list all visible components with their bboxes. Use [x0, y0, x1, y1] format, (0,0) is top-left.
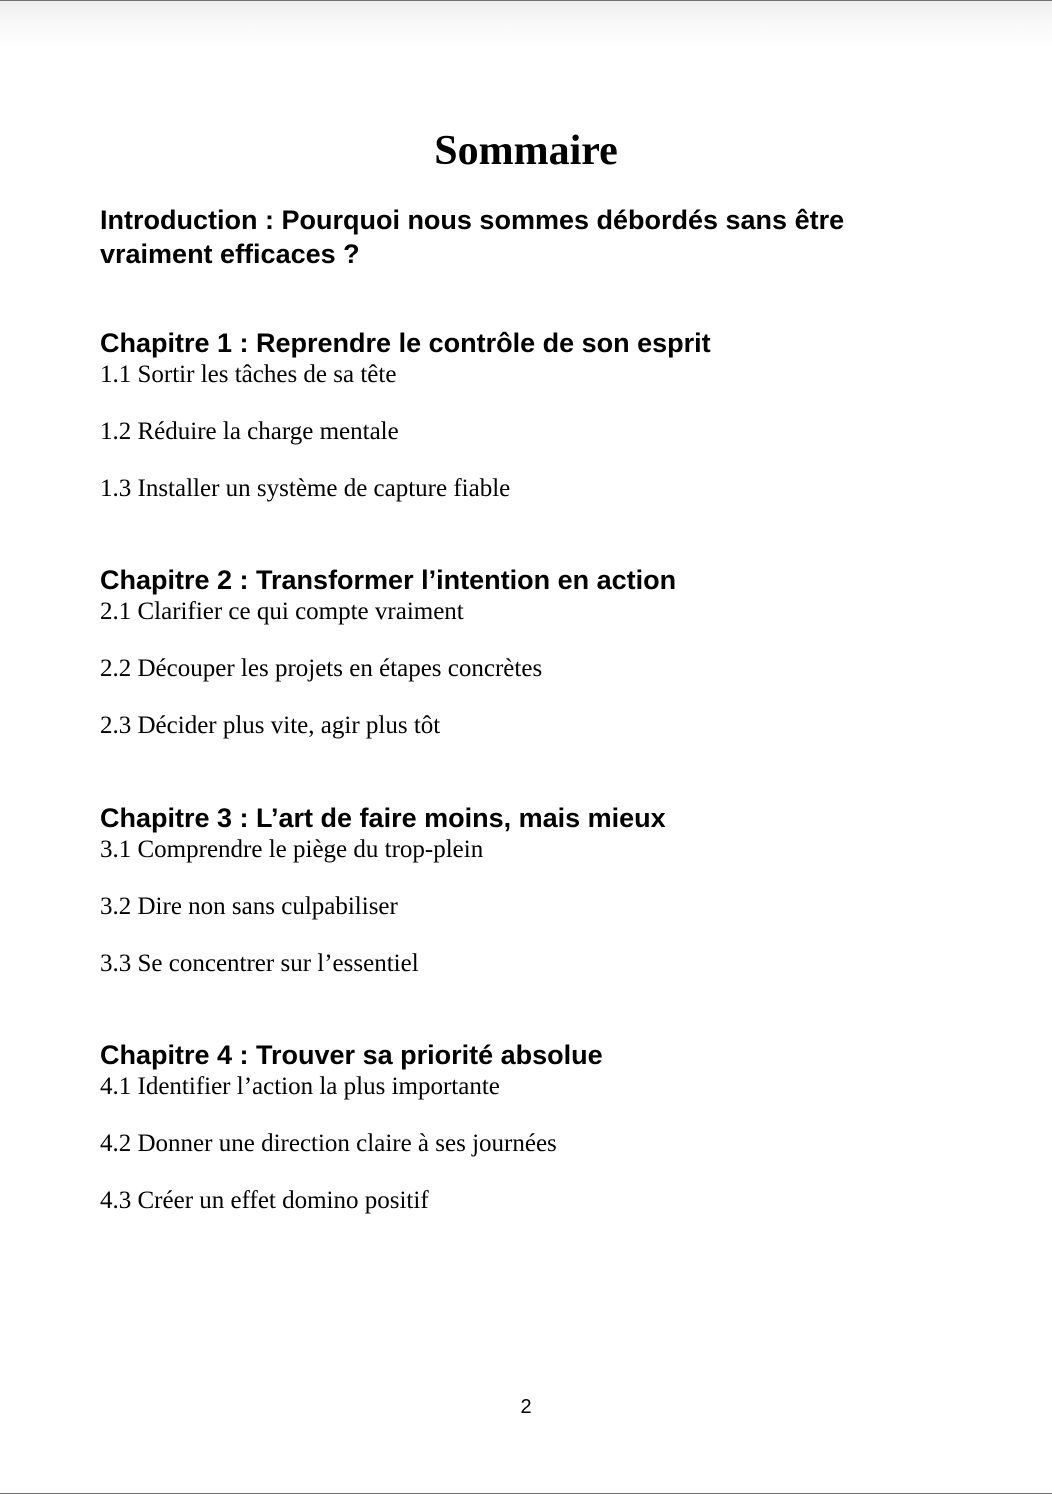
- chapter-4: [100, 1038, 1000, 1216]
- section-entry: 3.1 Comprendre le piège du trop-plein: [100, 836, 484, 863]
- section-entry: 3.2 Dire non sans culpabiliser: [100, 893, 398, 920]
- chapter-title: Chapitre 4 : Trouver sa priorité absolue: [100, 1040, 603, 1070]
- section-entry: 3.3 Se concentrer sur l’essentiel: [100, 950, 419, 977]
- chapter-title: Chapitre 3 : L’art de faire moins, mais mieux: [100, 803, 666, 833]
- section-entry: 2.2 Découper les projets en étapes concrètes: [100, 655, 543, 682]
- chapter-title: Chapitre 2 : Transformer l’intention en action: [100, 565, 677, 595]
- section-entry: 2.3 Décider plus vite, agir plus tôt: [100, 712, 441, 739]
- page-number: 2: [520, 1396, 532, 1418]
- section-entry: 1.3 Installer un système de capture fiable: [100, 475, 511, 502]
- chapter-1: [100, 326, 1000, 504]
- chapter-title: Chapitre 1 : Reprendre le contrôle de son esprit: [100, 328, 711, 358]
- section-entry: 4.2 Donner une direction claire à ses journées: [100, 1130, 557, 1157]
- section-entry: 1.2 Réduire la charge mentale: [100, 418, 399, 445]
- section-entry: 4.1 Identifier l’action la plus importante: [100, 1073, 500, 1100]
- page-title: Sommaire: [434, 128, 618, 174]
- introduction-heading: Introduction : Pourquoi nous sommes débordés sans être vraiment efficaces ?: [100, 205, 845, 269]
- section-entry: 4.3 Créer un effet domino positif: [100, 1187, 429, 1214]
- page-top-shadow: [0, 1, 1052, 47]
- section-entry: 2.1 Clarifier ce qui compte vraiment: [100, 598, 464, 625]
- section-entry: 1.1 Sortir les tâches de sa tête: [100, 361, 397, 388]
- chapter-3: [100, 801, 1000, 979]
- chapter-2: [100, 563, 1000, 741]
